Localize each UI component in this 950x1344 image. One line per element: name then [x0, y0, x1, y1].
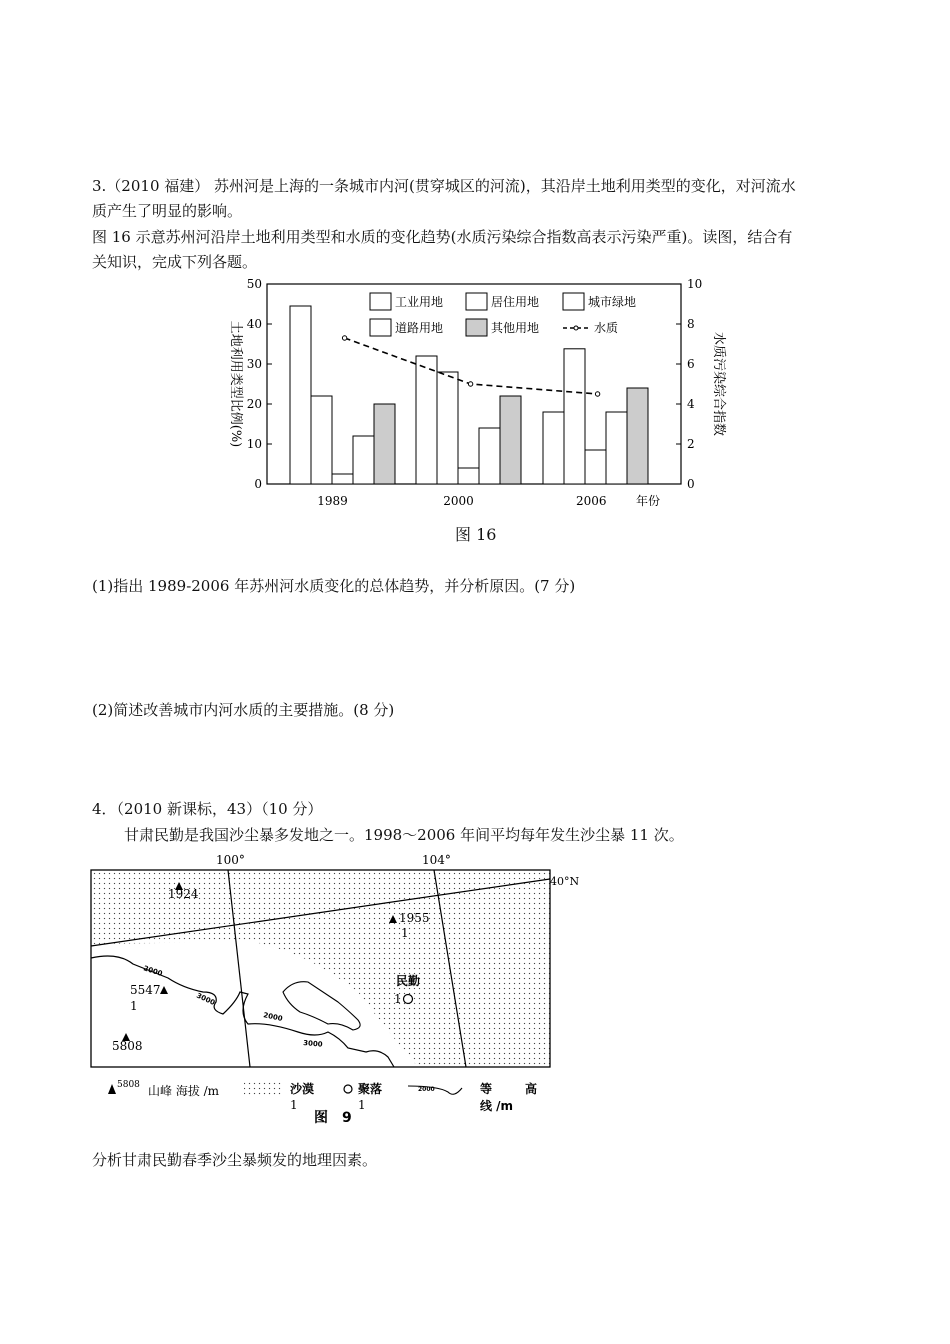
bar-其他用地-1989 [374, 404, 395, 484]
x-unit-label: 年份 [636, 494, 661, 508]
figure-9-map [88, 852, 580, 1132]
q3-sub-question-1: (1)指出 1989-2006 年苏州河水质变化的总体趋势，并分析原因。(7 分) [92, 577, 576, 595]
legend-contour-label-2: 高 [525, 1082, 538, 1096]
y2-tick-label: 10 [687, 277, 703, 291]
y-tick-label: 10 [246, 437, 262, 451]
figure-9-caption: 图 9 [314, 1110, 352, 1126]
contour-3000-label: 3000 [302, 1039, 323, 1049]
bar-城市绿地-1989 [332, 474, 353, 484]
legend-contour-label-3: 线 /m [480, 1099, 514, 1113]
q4-heading: 4．（2010 新课标，43）（10 分） [92, 800, 323, 818]
legend-label: 居住用地 [491, 295, 540, 309]
y-tick-label: 20 [246, 397, 262, 411]
legend-swatch-其他用地 [466, 319, 487, 336]
q3-line-2: 质产生了明显的影响。 [92, 202, 243, 220]
legend-desert-sub: 1 [290, 1098, 298, 1112]
y-axis-label: 土地利用类型比例(%) [228, 320, 243, 448]
minqin-label: 民勤 [396, 974, 421, 988]
legend-contour-label-1: 等 [480, 1082, 493, 1096]
water-quality-point [342, 336, 346, 340]
y-tick-label: 40 [246, 317, 262, 331]
peak-5547-label: 5547 [130, 983, 161, 997]
q3-sub-question-2: (2)简述改善城市内河水质的主要措施。(8 分) [92, 701, 395, 719]
bar-城市绿地-2000 [458, 468, 479, 484]
peak-5547-sub: 1 [130, 999, 138, 1013]
legend-peak-number: 5808 [117, 1080, 140, 1090]
water-quality-point [595, 392, 599, 396]
legend-swatch-工业用地 [370, 293, 391, 310]
x-tick-label: 2006 [576, 494, 607, 508]
longitude-100-label: 100° [216, 853, 245, 867]
legend-desert-swatch [244, 1082, 282, 1096]
y2-axis-label: 水质污染综合指数 [711, 331, 726, 437]
q3-line-4: 关知识，完成下列各题。 [92, 253, 258, 271]
contour-3000-label: 3000 [195, 991, 217, 1008]
x-tick-label: 2000 [443, 494, 474, 508]
bar-居住用地-2006 [564, 349, 585, 484]
legend-swatch-道路用地 [370, 319, 391, 336]
legend-contour-line [408, 1086, 462, 1094]
figure-16-caption: 图 16 [455, 525, 497, 544]
legend-desert-label: 沙漠 [290, 1082, 315, 1096]
bar-其他用地-2006 [627, 388, 648, 484]
q4-question: 分析甘肃民勤春季沙尘暴频发的地理因素。 [92, 1151, 378, 1169]
legend-label: 水质 [594, 321, 619, 335]
legend-label: 工业用地 [395, 295, 444, 309]
y-tick-label: 50 [246, 277, 262, 291]
bar-工业用地-1989 [290, 306, 311, 484]
latitude-40-label: 40°N [550, 875, 580, 888]
settlement-icon [404, 995, 413, 1004]
longitude-104-label: 104° [422, 853, 451, 867]
bar-道路用地-2006 [606, 412, 627, 484]
peak-1955-label: 1955 [399, 911, 430, 925]
q3-line-3: 图 16 示意苏州河沿岸土地利用类型和水质的变化趋势(水质污染综合指数高表示污染严重)。读图，结合有 [92, 228, 793, 246]
y2-tick-label: 0 [687, 477, 695, 491]
bar-工业用地-2006 [543, 412, 564, 484]
legend-peak-label: 山峰 海拔 /m [148, 1084, 220, 1098]
bar-工业用地-2000 [416, 356, 437, 484]
bar-其他用地-2000 [500, 396, 521, 484]
legend-line-marker [574, 326, 578, 330]
peak-1924-label: 1924 [168, 887, 199, 901]
bar-居住用地-2000 [437, 372, 458, 484]
peak-icon [160, 986, 168, 994]
bar-道路用地-2000 [479, 428, 500, 484]
y2-tick-label: 8 [687, 317, 695, 331]
legend-swatch-居住用地 [466, 293, 487, 310]
q3-line-1: 3.（2010 福建） 苏州河是上海的一条城市内河(贯穿城区的河流)，其沿岸土地利用类型的变化，对河流水 [92, 177, 796, 195]
highland-patch [283, 982, 360, 1030]
legend-label: 城市绿地 [588, 295, 637, 309]
bar-道路用地-1989 [353, 436, 374, 484]
x-tick-label: 1989 [317, 494, 348, 508]
bar-居住用地-1989 [311, 396, 332, 484]
legend-contour-number: 2000 [418, 1086, 435, 1093]
legend-settlement-sub: 1 [358, 1098, 366, 1112]
water-quality-point [468, 382, 472, 386]
y-tick-label: 0 [254, 477, 262, 491]
y2-tick-label: 4 [687, 397, 695, 411]
legend-peak-icon [108, 1084, 116, 1094]
legend-settlement-icon [344, 1085, 352, 1093]
legend-label: 道路用地 [395, 321, 444, 335]
y2-tick-label: 6 [687, 357, 695, 371]
y-tick-label: 30 [246, 357, 262, 371]
peak-5808-label: 5808 [112, 1039, 143, 1053]
figure-16-chart [210, 278, 730, 518]
contour-2000-label: 2000 [142, 964, 164, 978]
legend-settlement-label: 聚落 [358, 1082, 383, 1096]
q4-intro: 甘肃民勤是我国沙尘暴多发地之一。1998～2006 年间平均每年发生沙尘暴 11 次。 [124, 826, 684, 844]
bar-城市绿地-2006 [585, 450, 606, 484]
legend-swatch-城市绿地 [563, 293, 584, 310]
legend-label: 其他用地 [491, 321, 540, 335]
contour-2000-label: 2000 [262, 1011, 284, 1024]
y2-tick-label: 2 [687, 437, 695, 451]
minqin-sub: 1 [394, 992, 402, 1006]
peak-1955-sub: 1 [401, 926, 409, 940]
